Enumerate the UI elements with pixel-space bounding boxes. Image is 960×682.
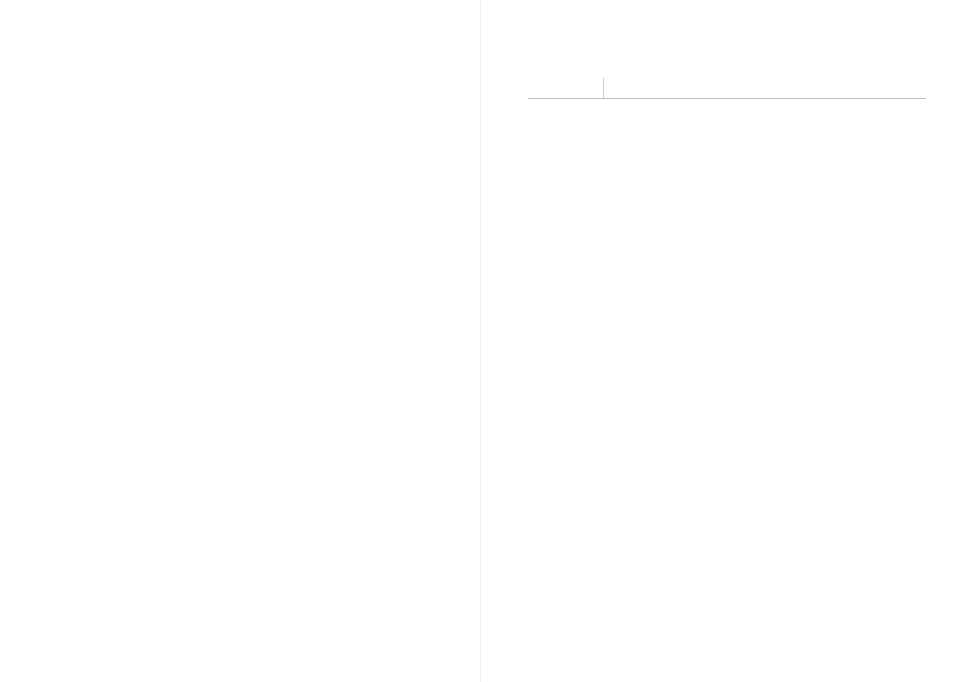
page-spine bbox=[480, 0, 481, 682]
school-holidays-table-bottom bbox=[84, 342, 474, 610]
column-header-land bbox=[528, 78, 603, 98]
column-header-dates bbox=[603, 78, 926, 98]
national-holidays-table bbox=[528, 78, 926, 99]
school-holidays-table-top bbox=[84, 64, 474, 326]
table-header-row bbox=[528, 78, 926, 98]
